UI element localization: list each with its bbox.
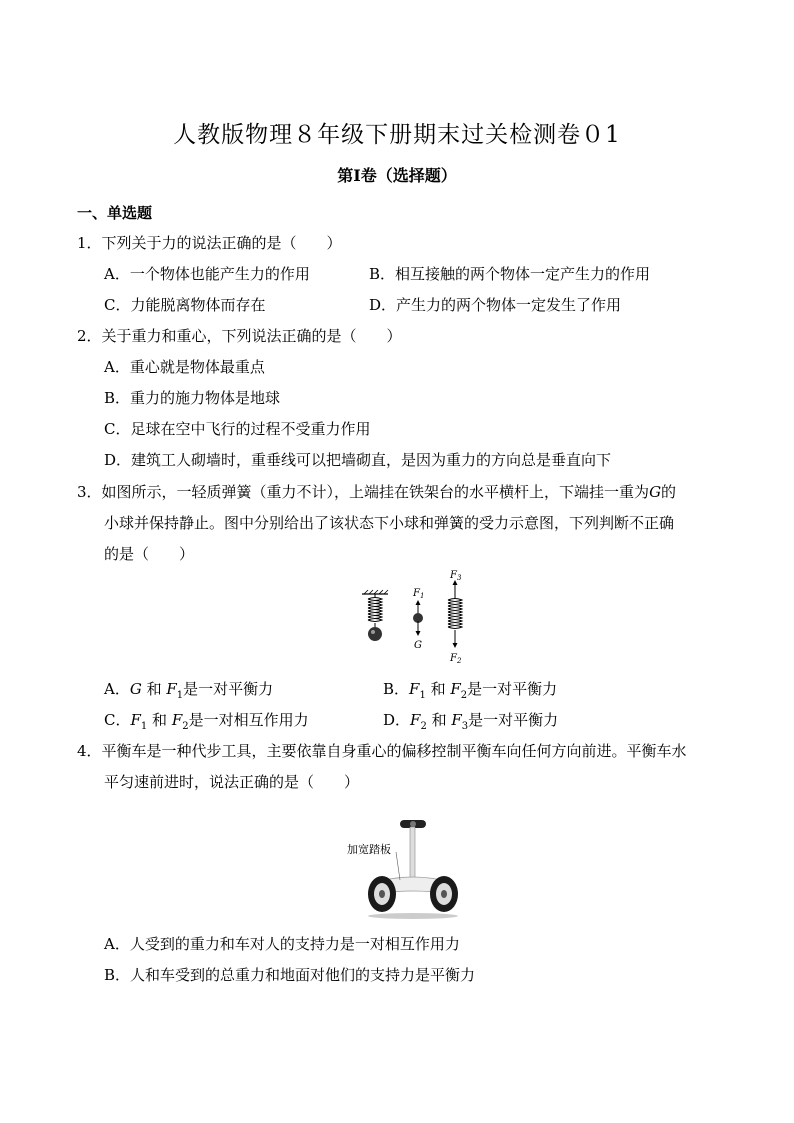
option-a-sub: 1 (176, 690, 184, 701)
option-d-f2: F (410, 711, 421, 729)
spring-force-diagram (352, 570, 472, 670)
question-2-option-b: B．重力的施力物体是地球 (104, 389, 281, 407)
question-3-option-c (104, 709, 309, 732)
question-1-option-d: D．产生力的两个物体一定发生了作用 (369, 296, 622, 314)
question-3-option-a (104, 678, 273, 701)
option-a-text: 是一对平衡力 (183, 680, 274, 698)
support-bar-icon (362, 590, 388, 594)
option-d-sub3: 3 (461, 721, 469, 732)
option-d-sub2: 2 (420, 721, 427, 732)
option-c-letter: C． (104, 711, 131, 729)
option-c-and: 和 (147, 711, 172, 729)
option-a-and: 和 (141, 680, 167, 698)
question-2-stem: 2．关于重力和重心，下列说法正确的是（ ） (77, 327, 402, 345)
question-4-option-a: A．人受到的重力和车对人的支持力是一对相互作用力 (104, 935, 460, 953)
question-3-option-d (383, 709, 558, 732)
question-1-option-b: B．相互接触的两个物体一定产生力的作用 (369, 265, 651, 283)
question-3-line-3: 的是（ ） (104, 545, 195, 563)
option-c-sub2: 2 (182, 721, 189, 732)
question-4-line-1: 4．平衡车是一种代步工具，主要依靠自身重心的偏移控制平衡车向任何方向前进。平衡车水 (77, 742, 687, 760)
question-2-option-d: D．建筑工人砌墙时，重垂线可以把墙砌直，是因为重力的方向总是垂直向下 (104, 451, 612, 469)
option-d-f3: F (451, 711, 462, 729)
option-b-and: 和 (425, 680, 451, 698)
question-4-line-2: 平匀速前进时，说法正确的是（ ） (104, 773, 360, 791)
figure-label-pedal: 加宽踏板 (347, 843, 391, 856)
section-heading: 一、单选题 (77, 204, 153, 222)
question-1-stem: 1．下列关于力的说法正确的是（ ） (77, 234, 342, 252)
question-3-line-1-text: 3．如图所示，一轻质弹簧（重力不计），上端挂在铁架台的水平横杆上，下端挂一重为 (77, 483, 650, 501)
page-title: 人教版物理８年级下册期末过关检测卷０1 (173, 122, 621, 148)
force-label-f2: $F_2$ (450, 653, 462, 665)
option-d-text: 是一对平衡力 (468, 711, 559, 729)
ball-force-arrows-icon (413, 600, 423, 636)
option-d-and: 和 (426, 711, 452, 729)
option-b-sub2: 2 (460, 690, 468, 701)
option-b-text: 是一对平衡力 (467, 680, 558, 698)
option-b-letter: B． (383, 680, 410, 698)
option-a-letter: A． (104, 680, 130, 698)
question-3-line-2: 小球并保持静止。图中分别给出了该状态下小球和弹簧的受力示意图，下列判断不正确 (104, 514, 675, 532)
weight-symbol: G (649, 483, 662, 501)
ball-icon (368, 627, 382, 641)
option-a-f: F (166, 680, 177, 698)
option-c-text: 是一对相互作用力 (188, 711, 309, 729)
option-d-letter: D． (383, 711, 411, 729)
question-4-option-b: B．人和车受到的总重力和地面对他们的支持力是平衡力 (104, 966, 476, 984)
option-b-f2: F (450, 680, 461, 698)
balance-scooter-icon (356, 812, 466, 922)
option-c-f2: F (171, 711, 183, 729)
option-c-f1: F (130, 711, 141, 729)
option-c-sub1: 1 (140, 721, 148, 732)
spring-icon (368, 594, 382, 628)
question-3-line-1-end: 的 (661, 483, 677, 501)
spring-force-arrows-icon (448, 584, 462, 644)
option-b-sub1: 1 (419, 690, 426, 701)
question-2-option-a: A．重心就是物体最重点 (104, 358, 265, 376)
question-1-option-a: A．一个物体也能产生力的作用 (104, 265, 310, 283)
question-3-line-1 (77, 481, 676, 502)
question-1-option-c: C．力能脱离物体而存在 (104, 296, 266, 314)
question-3-option-b (383, 678, 557, 701)
question-2-option-c: C．足球在空中飞行的过程不受重力作用 (104, 420, 371, 438)
force-label-f1: $F_1$ (413, 588, 425, 600)
option-b-f1: F (409, 680, 420, 698)
option-a-g: G (129, 680, 142, 698)
section-subtitle: 第Ⅰ卷（选择题） (337, 166, 457, 185)
force-label-f3: $F_3$ (450, 570, 462, 582)
force-label-g: G (414, 640, 422, 651)
